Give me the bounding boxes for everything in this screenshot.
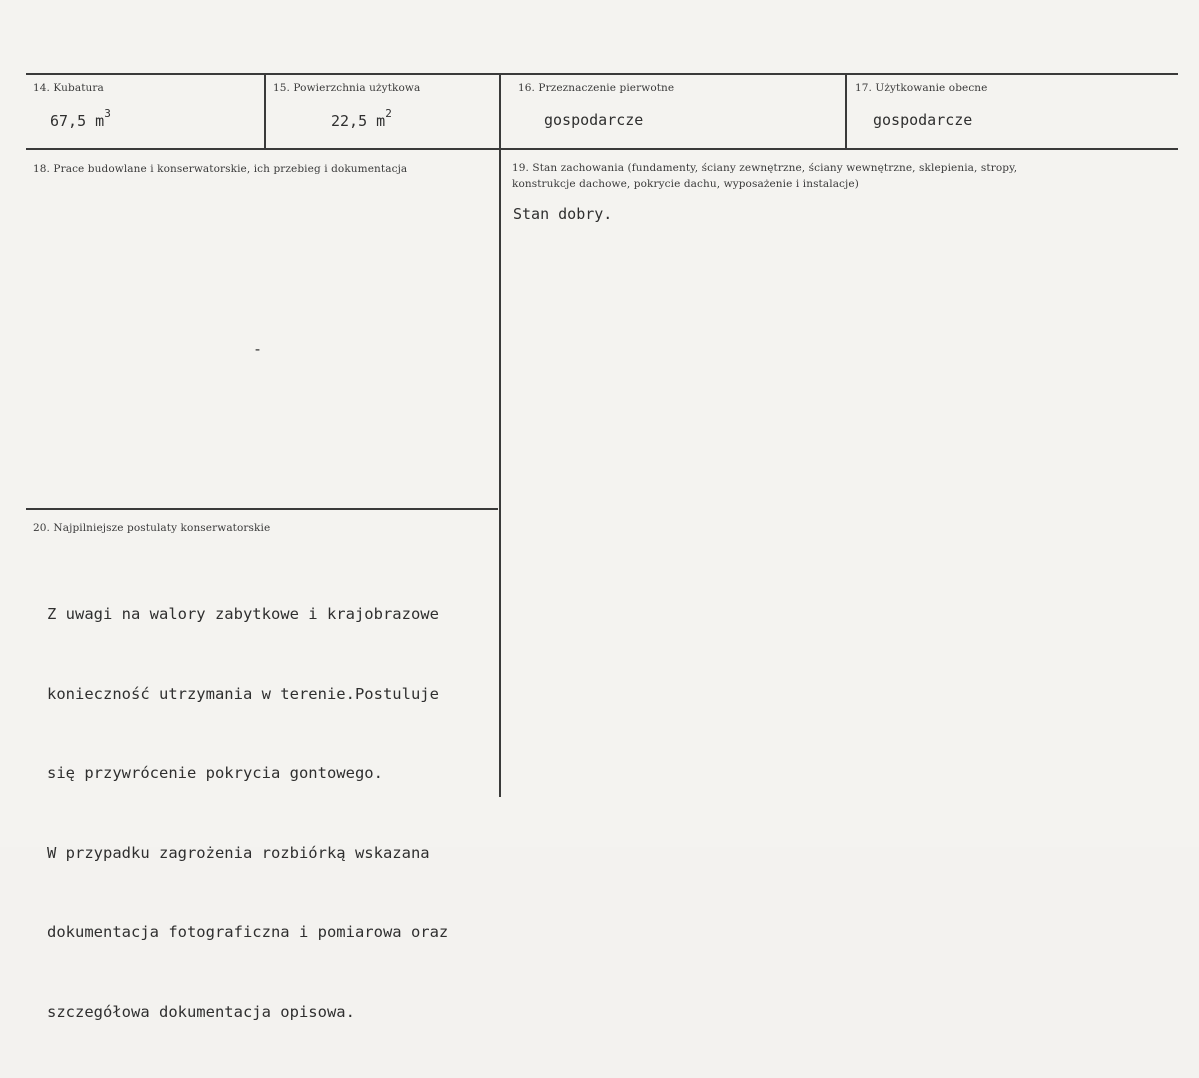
postulaty-line: konieczność utrzymania w terenie.Postuluje (47, 684, 439, 703)
kubatura-value (50, 107, 111, 130)
uzytkowanie-label: 17. Użytkowanie obecne (855, 82, 988, 94)
divider-15-16 (499, 75, 501, 797)
postulaty-line: Z uwagi na walory zabytkowe i krajobrazowe (47, 605, 439, 623)
kubatura-unit-exponent: 3 (104, 107, 111, 120)
stan-zachowania-label-line1: 19. Stan zachowania (fundamenty, ściany zewnętrzne, ściany wewnętrzne, sklepienia, stropy, (512, 162, 1018, 174)
kubatura-number: 67,5 m (50, 112, 105, 130)
postulaty-line: się przywrócenie pokrycia gontowego. (47, 764, 383, 782)
kubatura-label: 14. Kubatura (33, 82, 104, 94)
divider-16-17 (845, 75, 847, 149)
postulaty-line: dokumentacja fotograficzna i pomiarowa oraz (47, 923, 449, 941)
postulaty-line: W przypadku zagrożenia rozbiórką wskazana (47, 843, 430, 862)
powierzchnia-value (331, 107, 392, 130)
postulaty-line: szczegółowa dokumentacja opisowa. (47, 1002, 355, 1021)
uzytkowanie-value: gospodarcze (873, 111, 973, 129)
prace-budowlane-label: 18. Prace budowlane i konserwatorskie, ich przebieg i dokumentacja (33, 163, 408, 175)
przeznaczenie-label: 16. Przeznaczenie pierwotne (518, 82, 675, 94)
postulaty-text (47, 548, 448, 1078)
top-rule (26, 73, 1178, 75)
stan-zachowania-label-line2: konstrukcje dachowe, pokrycie dachu, wyposażenie i instalacje) (512, 178, 859, 190)
section-20-top-rule (26, 508, 498, 510)
postulaty-label: 20. Najpilniejsze postulaty konserwatorskie (33, 522, 271, 534)
divider-14-15 (264, 75, 266, 149)
row-divider-rule (26, 148, 1178, 150)
powierzchnia-unit-exponent: 2 (385, 107, 392, 120)
stan-zachowania-value: Stan dobry. (513, 205, 613, 223)
prace-budowlane-value: - (253, 340, 263, 358)
przeznaczenie-value: gospodarcze (544, 111, 644, 129)
powierzchnia-label: 15. Powierzchnia użytkowa (273, 82, 421, 94)
powierzchnia-number: 22,5 m (331, 112, 386, 130)
